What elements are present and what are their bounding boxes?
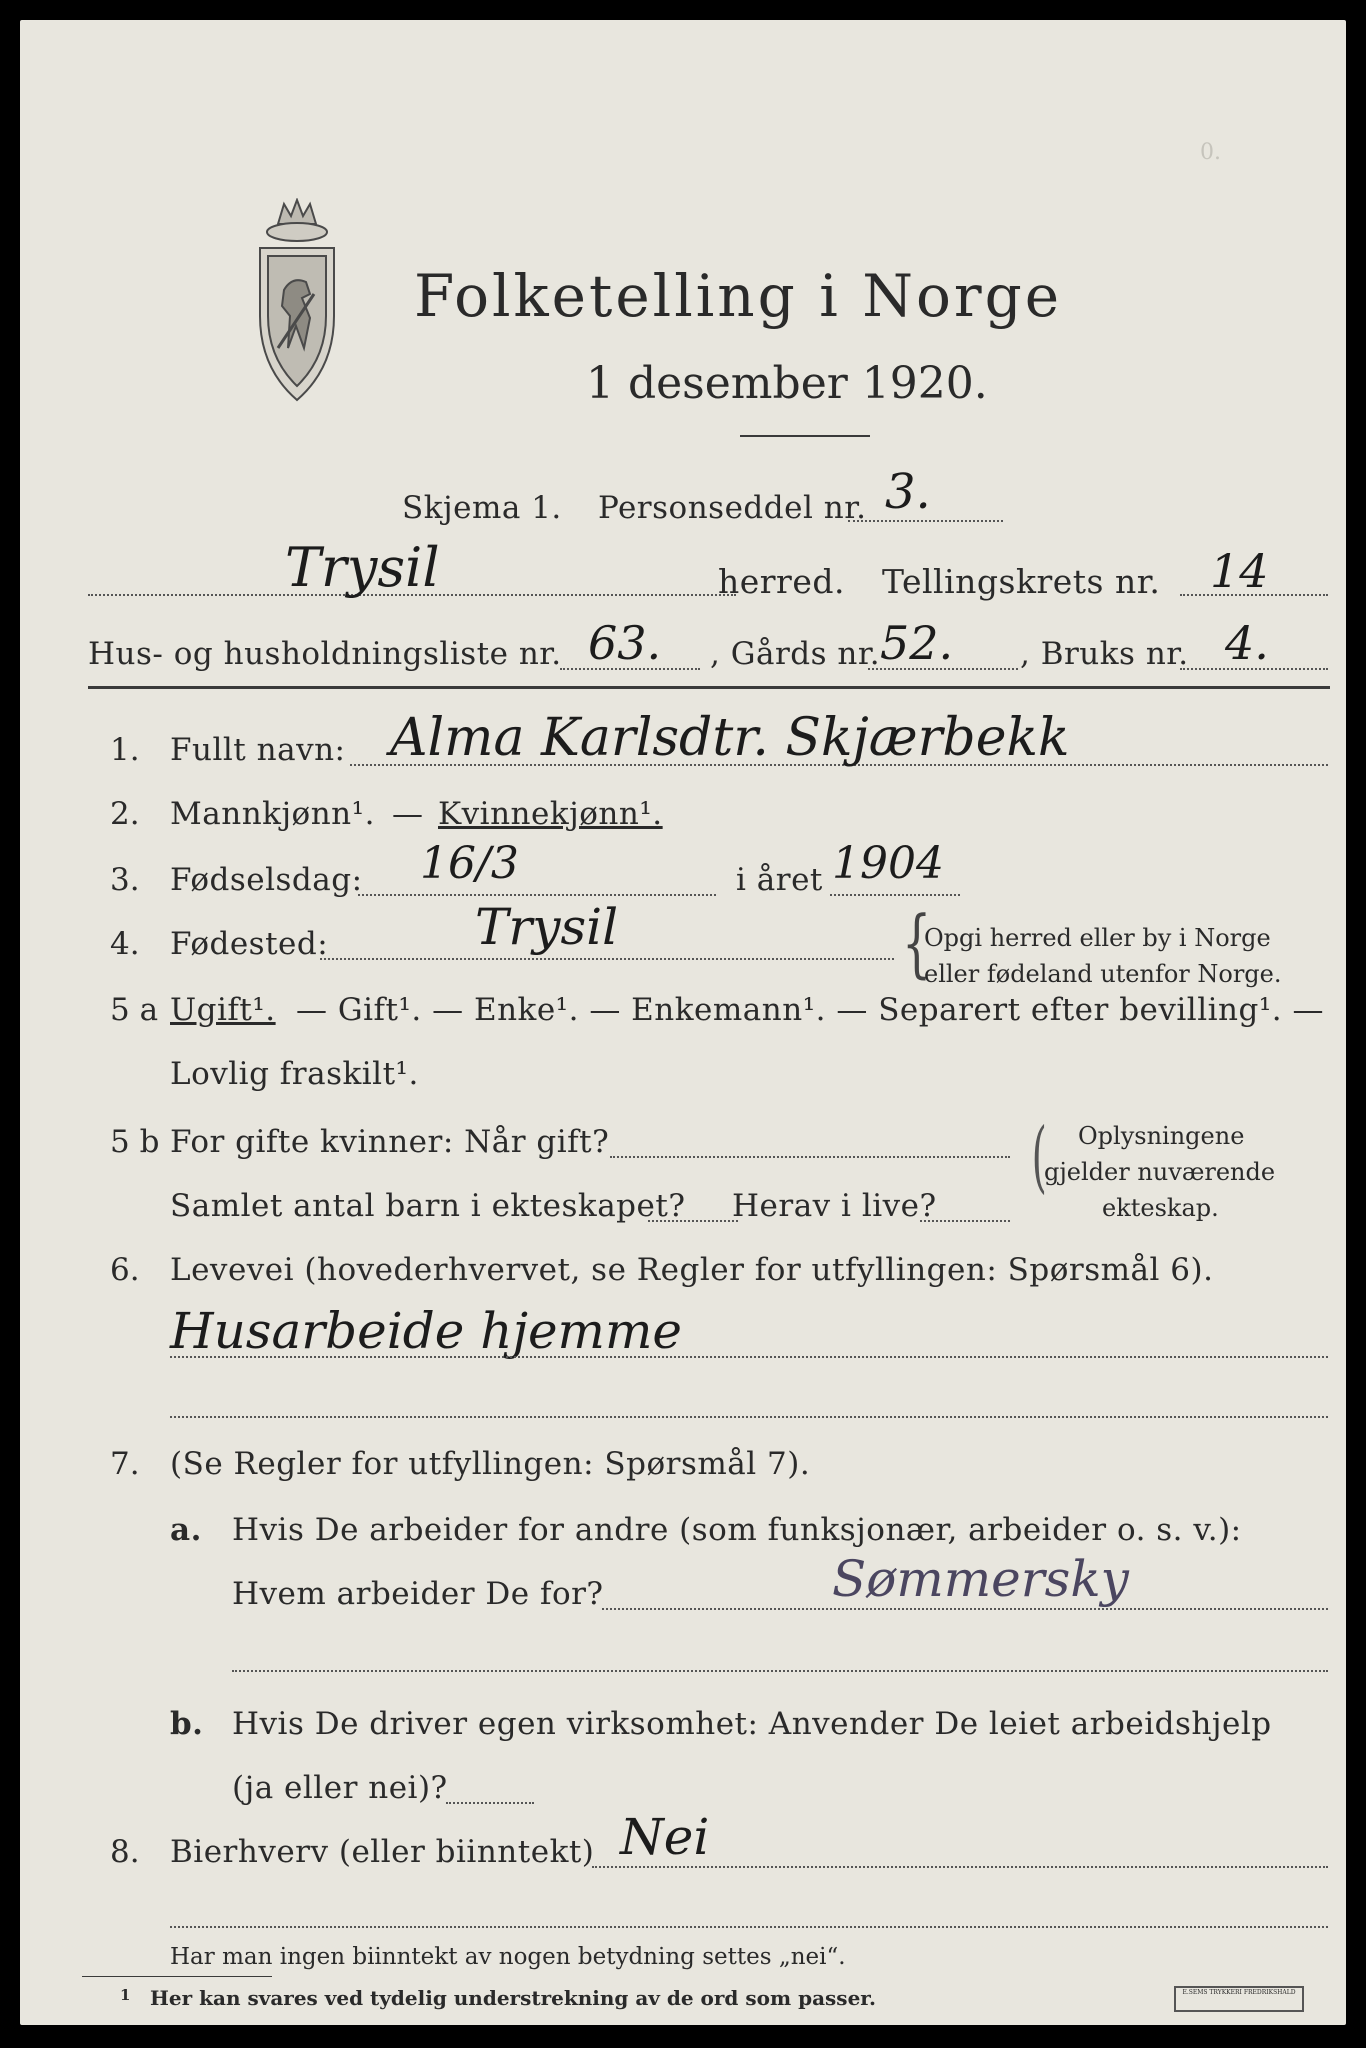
birthyear-value: 1904 bbox=[832, 838, 944, 889]
children-total-line bbox=[648, 1220, 738, 1222]
married-when-label: For gifte kvinner: Når gift? bbox=[170, 1124, 610, 1160]
q7a-letter: a. bbox=[170, 1512, 202, 1548]
marital-status-options: — Gift¹. — Enke¹. — Enkemann¹. — Separert efter bevilling¹. — bbox=[296, 992, 1324, 1028]
coat-of-arms-icon bbox=[248, 198, 346, 420]
census-form-sheet bbox=[20, 20, 1346, 2025]
occupation-value: Husarbeide hjemme bbox=[170, 1302, 682, 1360]
side-income-line bbox=[592, 1866, 1328, 1868]
printer-stamp: E.SEMS TRYKKERI FREDRIKSHALD bbox=[1174, 1986, 1304, 2012]
gards-label: , Gårds nr. bbox=[710, 636, 881, 672]
footnote-divider bbox=[82, 1976, 272, 1977]
status-ugift-underlined: Ugift¹. bbox=[170, 992, 276, 1028]
gender-separator: — bbox=[392, 796, 424, 832]
q3-number: 3. bbox=[110, 862, 140, 898]
birthdate-value: 16/3 bbox=[420, 838, 519, 889]
footer-note: Har man ingen biinntekt av nogen betydning settes „nei“. bbox=[170, 1944, 846, 1970]
employer-value: Sømmersky bbox=[832, 1550, 1129, 1608]
occupation-line-2 bbox=[170, 1416, 1328, 1418]
form-title: Folketelling i Norge bbox=[414, 262, 1063, 330]
q4-number: 4. bbox=[110, 926, 140, 962]
q7b-text: Hvis De driver egen virksomhet: Anvender De leiet arbeidshjelp bbox=[232, 1706, 1272, 1742]
status-lovlig-fraskilt: Lovlig fraskilt¹. bbox=[170, 1056, 419, 1092]
herred-value: Trysil bbox=[285, 536, 440, 599]
children-total-label: Samlet antal barn i ekteskapet? bbox=[170, 1188, 686, 1224]
title-divider bbox=[740, 435, 870, 437]
tellingskrets-label: Tellingskrets nr. bbox=[882, 562, 1161, 601]
tellingskrets-value: 14 bbox=[1210, 544, 1269, 598]
hired-help-label: (ja eller nei)? bbox=[232, 1770, 448, 1806]
married-when-line bbox=[610, 1156, 1010, 1158]
side-income-value: Nei bbox=[620, 1808, 710, 1866]
q5a-number: 5 a bbox=[110, 992, 159, 1028]
marriage-note-line2: gjelder nuværende bbox=[1044, 1158, 1276, 1186]
full-name-label: Fullt navn: bbox=[170, 732, 346, 768]
skjema-label: Skjema 1. bbox=[402, 490, 562, 526]
birthplace-note-brace: { bbox=[902, 899, 932, 987]
birthyear-line bbox=[830, 894, 960, 896]
footnote-mark: 1 bbox=[120, 1986, 131, 2004]
birthyear-label: i året bbox=[736, 862, 823, 898]
q2-number: 2. bbox=[110, 796, 140, 832]
bruks-value: 4. bbox=[1225, 616, 1269, 670]
header-divider bbox=[88, 686, 1330, 689]
children-alive-label: Herav i live? bbox=[732, 1188, 937, 1224]
marriage-note-brace: ( bbox=[1031, 1112, 1047, 1202]
q5b-number: 5 b bbox=[110, 1124, 160, 1160]
full-name-value: Alma Karlsdtr. Skjærbekk bbox=[390, 708, 1070, 768]
employer-line-2 bbox=[232, 1670, 1328, 1672]
employer-label: Hvem arbeider De for? bbox=[232, 1576, 604, 1612]
personseddel-value: 3. bbox=[885, 464, 931, 520]
q7-label: (Se Regler for utfyllingen: Spørsmål 7). bbox=[170, 1446, 811, 1482]
personseddel-label: Personseddel nr. bbox=[598, 490, 867, 526]
q6-number: 6. bbox=[110, 1252, 140, 1288]
female-option-underlined: Kvinnekjønn¹. bbox=[438, 796, 663, 832]
birthplace-label: Fødested: bbox=[170, 926, 329, 962]
birthplace-line bbox=[320, 958, 894, 960]
bruks-label: , Bruks nr. bbox=[1020, 636, 1189, 672]
birthplace-value: Trysil bbox=[475, 898, 619, 956]
occupation-line-1 bbox=[170, 1356, 1328, 1358]
hired-help-line bbox=[446, 1802, 534, 1804]
birthdate-label: Fødselsdag: bbox=[170, 862, 363, 898]
q7a-text: Hvis De arbeider for andre (som funksjonær, arbeider o. s. v.): bbox=[232, 1512, 1242, 1548]
bleed-through-text: 0. bbox=[1200, 140, 1221, 165]
personseddel-line bbox=[848, 520, 1003, 522]
side-income-line-2 bbox=[170, 1926, 1328, 1928]
hus-label: Hus- og husholdningsliste nr. bbox=[88, 636, 562, 672]
birthdate-line bbox=[358, 894, 716, 896]
gards-value: 52. bbox=[880, 616, 954, 670]
hus-value: 63. bbox=[588, 616, 662, 670]
birthplace-note-line1: Opgi herred eller by i Norge bbox=[924, 924, 1271, 952]
birthplace-note-line2: eller fødeland utenfor Norge. bbox=[924, 960, 1282, 988]
footnote-text: Her kan svares ved tydelig understrekning av de ord som passer. bbox=[150, 1986, 876, 2010]
marriage-note-line3: ekteskap. bbox=[1102, 1194, 1219, 1222]
side-income-label: Bierhverv (eller biinntekt) bbox=[170, 1834, 595, 1870]
employer-line bbox=[602, 1608, 1328, 1610]
children-alive-line bbox=[920, 1220, 1010, 1222]
occupation-label: Levevei (hovederhvervet, se Regler for utfyllingen: Spørsmål 6). bbox=[170, 1252, 1214, 1288]
marriage-note-line1: Oplysningene bbox=[1078, 1122, 1245, 1150]
q7b-letter: b. bbox=[170, 1706, 204, 1742]
male-option: Mannkjønn¹. bbox=[170, 796, 375, 832]
q7-number: 7. bbox=[110, 1446, 140, 1482]
census-date: 1 desember 1920. bbox=[586, 358, 988, 409]
q1-number: 1. bbox=[110, 732, 140, 768]
q8-number: 8. bbox=[110, 1834, 140, 1870]
herred-label: herred. bbox=[718, 562, 845, 601]
